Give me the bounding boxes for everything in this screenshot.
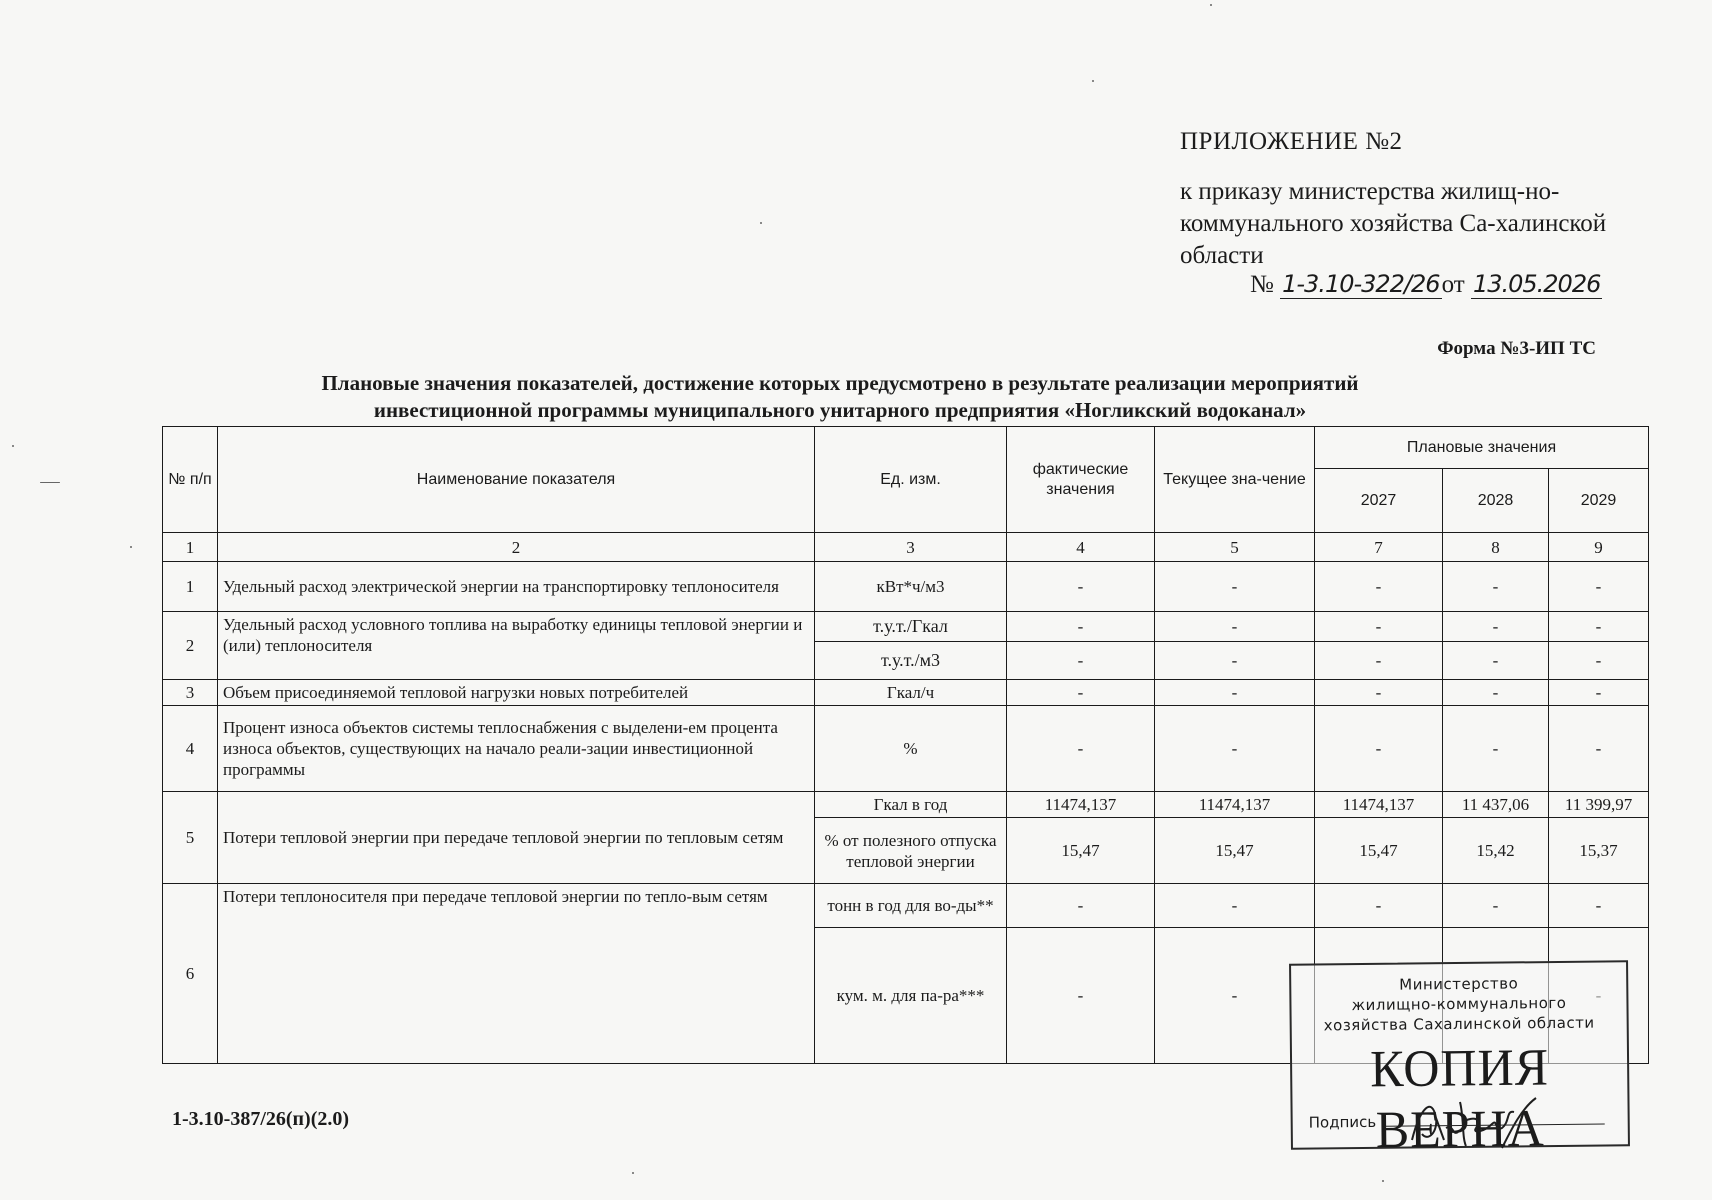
- order-number-prefix: №: [1250, 271, 1274, 298]
- indicator-name: Потери теплоносителя при передаче тепловой энергии по тепло-вым сетям: [218, 884, 815, 1064]
- order-date: 13.05.2026: [1472, 270, 1601, 298]
- value-cell: -: [1007, 642, 1155, 680]
- order-date-prefix: от: [1441, 271, 1465, 298]
- table-row: [163, 706, 1649, 792]
- column-number: 7: [1315, 533, 1443, 562]
- value-cell: -: [1443, 706, 1549, 792]
- value-cell: -: [1443, 612, 1549, 642]
- unit-cell: Гкал в год: [815, 792, 1007, 818]
- value-cell: -: [1315, 562, 1443, 612]
- unit-cell: Гкал/ч: [815, 680, 1007, 706]
- value-cell: -: [1549, 706, 1649, 792]
- appendix-title: ПРИЛОЖЕНИЕ №2: [1180, 128, 1403, 155]
- value-cell: -: [1315, 706, 1443, 792]
- value-cell: -: [1315, 884, 1443, 928]
- indicator-name: Удельный расход условного топлива на выработку единицы тепловой энергии и (или) теплоносителя: [218, 612, 815, 680]
- indicator-name: Объем присоединяемой тепловой нагрузки новых потребителей: [218, 680, 815, 706]
- column-number: 3: [815, 533, 1007, 562]
- value-cell: -: [1007, 706, 1155, 792]
- column-number-row: [163, 533, 1649, 562]
- value-cell: -: [1155, 612, 1315, 642]
- row-number: 3: [163, 680, 218, 706]
- value-cell: 15,47: [1155, 818, 1315, 884]
- value-cell: -: [1007, 928, 1155, 1064]
- order-number: 1-3.10-322/26: [1282, 270, 1440, 298]
- unit-cell: %: [815, 706, 1007, 792]
- value-cell: -: [1549, 642, 1649, 680]
- value-cell: -: [1443, 884, 1549, 928]
- header-year: 2029: [1549, 469, 1649, 533]
- table-row: [163, 680, 1649, 706]
- column-number: 8: [1443, 533, 1549, 562]
- header-current: Текущее зна-чение: [1155, 427, 1315, 533]
- table-row: [163, 562, 1649, 612]
- row-number: 1: [163, 562, 218, 612]
- value-cell: -: [1155, 706, 1315, 792]
- value-cell: 11 437,06: [1443, 792, 1549, 818]
- value-cell: -: [1007, 884, 1155, 928]
- header-year: 2028: [1443, 469, 1549, 533]
- value-cell: -: [1549, 612, 1649, 642]
- stamp-org-line: Министерство: [1399, 974, 1519, 994]
- document-title: [150, 370, 1530, 424]
- value-cell: 11474,137: [1155, 792, 1315, 818]
- stamp-org-line: жилищно-коммунального: [1351, 993, 1567, 1015]
- value-cell: -: [1155, 562, 1315, 612]
- row-number: 2: [163, 612, 218, 680]
- header-actual: фактические значения: [1007, 427, 1155, 533]
- unit-cell: т.у.т./м3: [815, 642, 1007, 680]
- value-cell: 11474,137: [1315, 792, 1443, 818]
- column-number: 2: [218, 533, 815, 562]
- value-cell: 15,47: [1007, 818, 1155, 884]
- value-cell: 11 399,97: [1549, 792, 1649, 818]
- stamp-org-line: хозяйства Сахалинской области: [1323, 1013, 1595, 1035]
- value-cell: -: [1007, 680, 1155, 706]
- unit-cell: т.у.т./Гкал: [815, 612, 1007, 642]
- value-cell: -: [1549, 884, 1649, 928]
- document-code: 1-3.10-387/26(п)(2.0): [172, 1108, 350, 1130]
- document-title-line-2: инвестиционной программы муниципального унитарного предприятия «Ногликский водоканал»: [373, 398, 1307, 422]
- appendix-reference: к приказу министерства жилищ-но-коммунального хозяйства Са-халинской области: [1180, 178, 1607, 269]
- unit-cell: кВт*ч/м3: [815, 562, 1007, 612]
- document-title-line-1: Плановые значения показателей, достижение которых предусмотрено в результате реализации мероприятий: [321, 371, 1359, 395]
- row-number: 6: [163, 884, 218, 1064]
- value-cell: -: [1315, 680, 1443, 706]
- value-cell: 11474,137: [1007, 792, 1155, 818]
- stamp-organization: [1291, 972, 1627, 1036]
- value-cell: 15,37: [1549, 818, 1649, 884]
- header-unit: Ед. изм.: [815, 427, 1007, 533]
- order-line: [1250, 270, 1602, 299]
- indicator-name: Удельный расход электрической энергии на транспортировку теплоносителя: [218, 562, 815, 612]
- table-row: [163, 884, 1649, 928]
- value-cell: -: [1315, 612, 1443, 642]
- column-number: 1: [163, 533, 218, 562]
- value-cell: -: [1443, 680, 1549, 706]
- value-cell: -: [1155, 884, 1315, 928]
- value-cell: 15,42: [1443, 818, 1549, 884]
- column-number: 9: [1549, 533, 1649, 562]
- value-cell: 15,47: [1315, 818, 1443, 884]
- header-name: Наименование показателя: [218, 427, 815, 533]
- value-cell: -: [1315, 642, 1443, 680]
- handwritten-signature: [1402, 1088, 1552, 1152]
- indicator-name: Потери тепловой энергии при передаче тепловой энергии по тепловым сетям: [218, 792, 815, 884]
- stamp-certified-text: КОПИЯ ВЕРНА: [1369, 1037, 1550, 1159]
- unit-cell: тонн в год для во-ды**: [815, 884, 1007, 928]
- row-number: 4: [163, 706, 218, 792]
- header-num: № п/п: [163, 427, 218, 533]
- stamp-signature-label: Подпись: [1308, 1112, 1377, 1132]
- value-cell: -: [1007, 612, 1155, 642]
- header-year: 2027: [1315, 469, 1443, 533]
- unit-cell: % от полезного отпуска тепловой энергии: [815, 818, 1007, 884]
- value-cell: -: [1155, 928, 1315, 1064]
- value-cell: -: [1549, 680, 1649, 706]
- indicator-name: Процент износа объектов системы теплоснабжения с выделени-ем процента износа объектов, существующих на начало реали-зации инвестиционной программы: [218, 706, 815, 792]
- unit-cell: кум. м. для па-ра***: [815, 928, 1007, 1064]
- value-cell: -: [1155, 680, 1315, 706]
- form-number: Форма №3-ИП ТС: [1437, 338, 1596, 359]
- column-number: 4: [1007, 533, 1155, 562]
- row-number: 5: [163, 792, 218, 884]
- value-cell: -: [1155, 642, 1315, 680]
- value-cell: -: [1443, 562, 1549, 612]
- table-row: [163, 792, 1649, 818]
- value-cell: -: [1007, 562, 1155, 612]
- column-number: 5: [1155, 533, 1315, 562]
- table-row: [163, 612, 1649, 642]
- header-planned: Плановые значения: [1315, 427, 1649, 469]
- value-cell: -: [1549, 562, 1649, 612]
- value-cell: -: [1443, 642, 1549, 680]
